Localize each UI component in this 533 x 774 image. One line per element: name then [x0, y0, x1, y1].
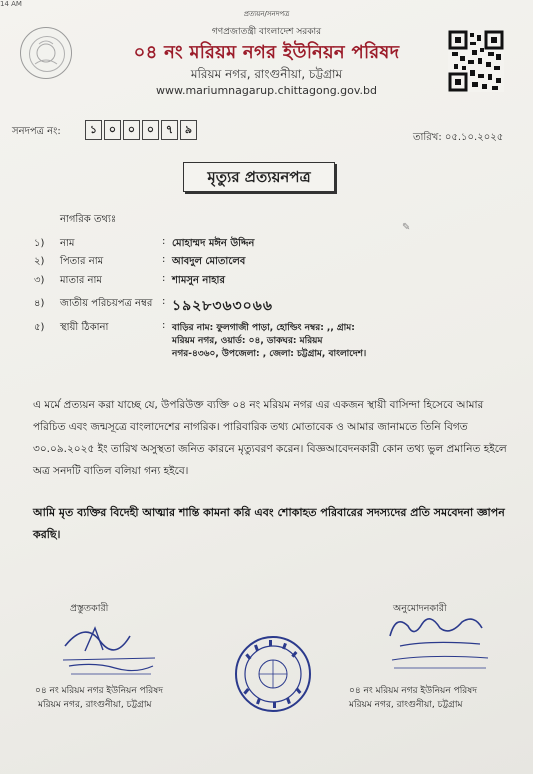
preparer-label: প্রস্তুতকারী — [70, 603, 109, 614]
row-colon: : — [162, 254, 166, 265]
row-value: আবদুল মোতালেব — [172, 256, 246, 267]
info-row-name — [0, 236, 533, 250]
union-title: ০৪ নং মরিয়ম নগর ইউনিয়ন পরিষদ — [133, 42, 400, 63]
row-colon: : — [162, 273, 166, 284]
row-label: স্থায়ী ঠিকানা — [60, 322, 109, 333]
row-value: ১৯২৮৩৬৩০৬৬ — [172, 298, 273, 314]
row-number: ১) — [34, 238, 45, 249]
row-label: জাতীয় পরিচয়পত্র নম্বর — [60, 298, 153, 309]
row-number: ৫) — [34, 322, 45, 333]
preparer-signature-icon — [55, 616, 165, 686]
certificate-number — [85, 120, 199, 140]
row-number: ৪) — [34, 298, 45, 309]
row-colon: : — [162, 296, 166, 307]
corner-timestamp: 14 AM — [0, 0, 22, 8]
issue-date: তারিখ: ০৫.১০.২০২৫ — [413, 132, 504, 143]
certification-paragraph: এ মর্মে প্রত্যয়ন করা যাচ্ছে যে, উপরিউক্ত ব্যক্তি ০৪ নং মরিয়ম নগর এর একজন স্থায়ী বাসিন্দা হিসেবে আমার পরিচিত এবং জন্মসূত্রে বাংলাদেশের নাগরিক। পারিবারিক তথ্য মোতাবেক ও আমার জানামতে তিনি বিগত ৩০.০৯.২০২৫ ইং তারিখ অসুস্থতা জনিত কারনে মৃত্যুবরণ করেন। বিজ্ঞআবেদনকারী কোন তথ্য ভুল প্রমানিত হইলে অত্র সনদটি বাতিল বলিয়া গন্য হইবে। — [33, 399, 507, 477]
certificate-digit: ৭ — [161, 120, 178, 140]
union-website: www.mariumnagarup.chittagong.gov.bd — [155, 84, 378, 97]
row-label: নাম — [60, 238, 75, 249]
row-number: ৩) — [34, 275, 45, 286]
approver-signature-icon — [370, 606, 500, 678]
approver-union: ০৪ নং মরিয়ম নগর ইউনিয়ন পরিষদ — [349, 686, 477, 696]
permanent-address-value: বাড়ির নাম: ফুলগাজী পাড়া, হোল্ডিং নম্বর: ,, গ্রাম: মরিয়ম নগর, ওয়ার্ড: ০৪, ডাকঘর: মরিয়ম নগর-৪৩৬০, উপজেলা: , জেলা: চট্টগ্রাম, বাংলাদেশ। — [172, 323, 367, 359]
government-line: গণপ্রজাতন্ত্রী বাংলাদেশ সরকার — [211, 27, 322, 37]
row-colon: : — [162, 236, 166, 247]
info-row-mother — [0, 273, 533, 287]
document-title: মৃত্যুর প্রত্যয়নপত্র — [183, 162, 335, 192]
preparer-union: ০৪ নং মরিয়ম নগর ইউনিয়ন পরিষদ — [35, 686, 163, 696]
broken-image-icon: ✎ — [402, 222, 411, 233]
top-note: প্রত্যয়ন/সনদপত্র — [243, 10, 290, 18]
row-value: শামসুন নাহার — [172, 275, 225, 286]
qr-code-icon — [448, 30, 504, 92]
certificate-digit: ০ — [123, 120, 140, 140]
approver-address: মরিয়ম নগর, রাংগুনীয়া, চট্টগ্রাম — [349, 700, 463, 710]
info-row-father — [0, 254, 533, 268]
union-seal-icon — [233, 634, 313, 714]
citizen-info-heading: নাগরিক তথ্যঃ — [60, 214, 117, 225]
row-value: মোহাম্মদ মঈন উদ্দিন — [172, 238, 255, 249]
certificate-digit: ৯ — [180, 120, 197, 140]
row-label: পিতার নাম — [60, 256, 104, 267]
row-label: মাতার নাম — [60, 275, 102, 286]
union-address: মরিয়ম নগর, রাংগুনীয়া, চট্টগ্রাম — [190, 67, 343, 81]
approver-label: অনুমোদনকারী — [393, 603, 447, 614]
certificate-digit: ০ — [104, 120, 121, 140]
condolence-paragraph: আমি মৃত ব্যক্তির বিদেহী আত্মার শান্তি কামনা করি এবং শোকাহত পরিবারের সদস্যদের প্রতি সমবেদনা জ্ঞাপন করছি। — [33, 506, 505, 541]
certificate-digit: ০ — [142, 120, 159, 140]
row-number: ২) — [34, 256, 45, 267]
preparer-address: মরিয়ম নগর, রাংগুনীয়া, চট্টগ্রাম — [38, 700, 152, 710]
certificate-number-label: সনদপত্র নং: — [12, 126, 61, 137]
info-row-nid — [0, 294, 533, 312]
certificate-digit: ১ — [85, 120, 102, 140]
row-colon: : — [162, 320, 166, 331]
